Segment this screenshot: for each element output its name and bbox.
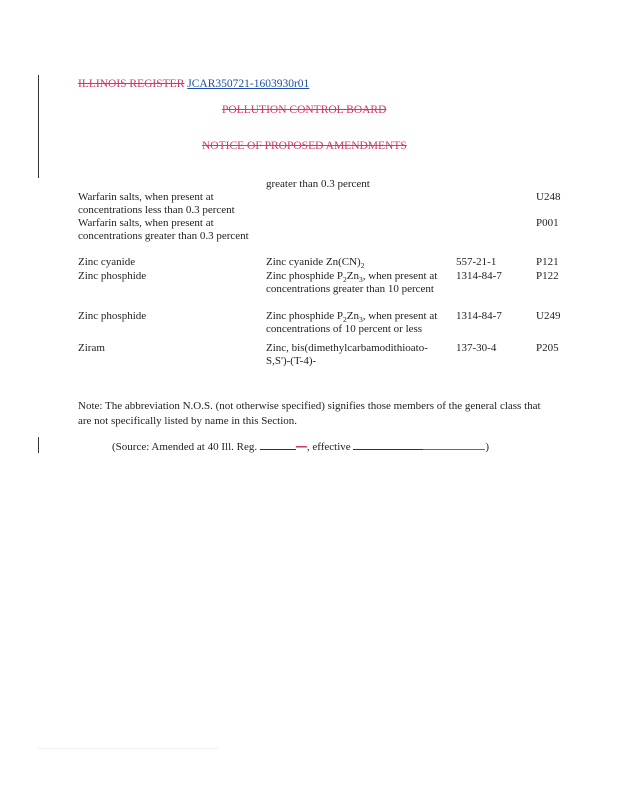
register-blank [260,439,296,450]
table-row [78,310,568,342]
description-cell: Zinc phosphide $P_2Zn_3$, when present at concentrations of 10 percent or less [266,310,438,335]
register-inserted-text: JCAR350721-1603930r01 [187,78,310,90]
cas-cell: 1314-84-7 [456,310,502,322]
notice-title: NOTICE OF PROPOSED AMENDMENTS [202,140,407,152]
name-cell: Zinc phosphide [78,310,147,322]
code-cell: U249 [536,310,561,322]
table-row [78,191,568,217]
table-row [78,342,568,382]
source-line [112,439,489,454]
cas-cell: 137-30-4 [456,342,497,354]
code-cell: P122 [536,270,559,282]
description-cell: Zinc, bis(dimethylcarbamodithioato-S,S')-(T-4)- [266,342,428,367]
name-cell: Zinc phosphide [78,270,147,282]
description-cell: greater than 0.3 percent [266,178,370,190]
register-deleted-text: ILLINOIS REGISTER [78,78,185,90]
source-prefix: (Source: Amended at 40 Ill. Reg. [112,441,260,453]
change-bar-top [38,75,39,178]
table-row [78,256,568,270]
change-bar-source [38,437,39,453]
code-cell: P121 [536,256,559,268]
hazardous-waste-table [78,178,568,382]
deleted-dash: — [295,441,307,453]
source-middle: , effective [306,441,354,453]
source-suffix: ) [485,441,490,453]
name-cell: Warfarin salts, when present at concentrations less than 0.3 percent [78,191,235,216]
code-cell: P205 [536,342,559,354]
footer-rule [38,748,218,749]
illinois-register-header [78,77,309,91]
table-row [78,217,568,256]
description-cell: Zinc cyanide $Zn(CN)_2$ [266,256,365,271]
cas-cell: 557-21-1 [456,256,497,268]
table-row [78,178,568,191]
name-cell: Ziram [78,342,105,354]
name-cell: Zinc cyanide [78,256,136,268]
name-cell: Warfarin salts, when present at concentrations greater than 0.3 percent [78,217,249,242]
cas-cell: 1314-84-7 [456,270,502,282]
description-cell: Zinc phosphide $P_2Zn_3$, when present at concentrations greater than 10 percent [266,270,438,295]
code-cell: P001 [536,217,559,229]
effective-date-blank [353,439,423,450]
abbreviation-note: Note: The abbreviation N.O.S. (not otherwise specified) signifies those members of the general class that are not specifically listed by name in this Section. [78,400,541,427]
deleted-date-blank [423,439,485,450]
code-cell: U248 [536,191,561,203]
board-title: POLLUTION CONTROL BOARD [222,104,387,116]
table-row [78,270,568,310]
